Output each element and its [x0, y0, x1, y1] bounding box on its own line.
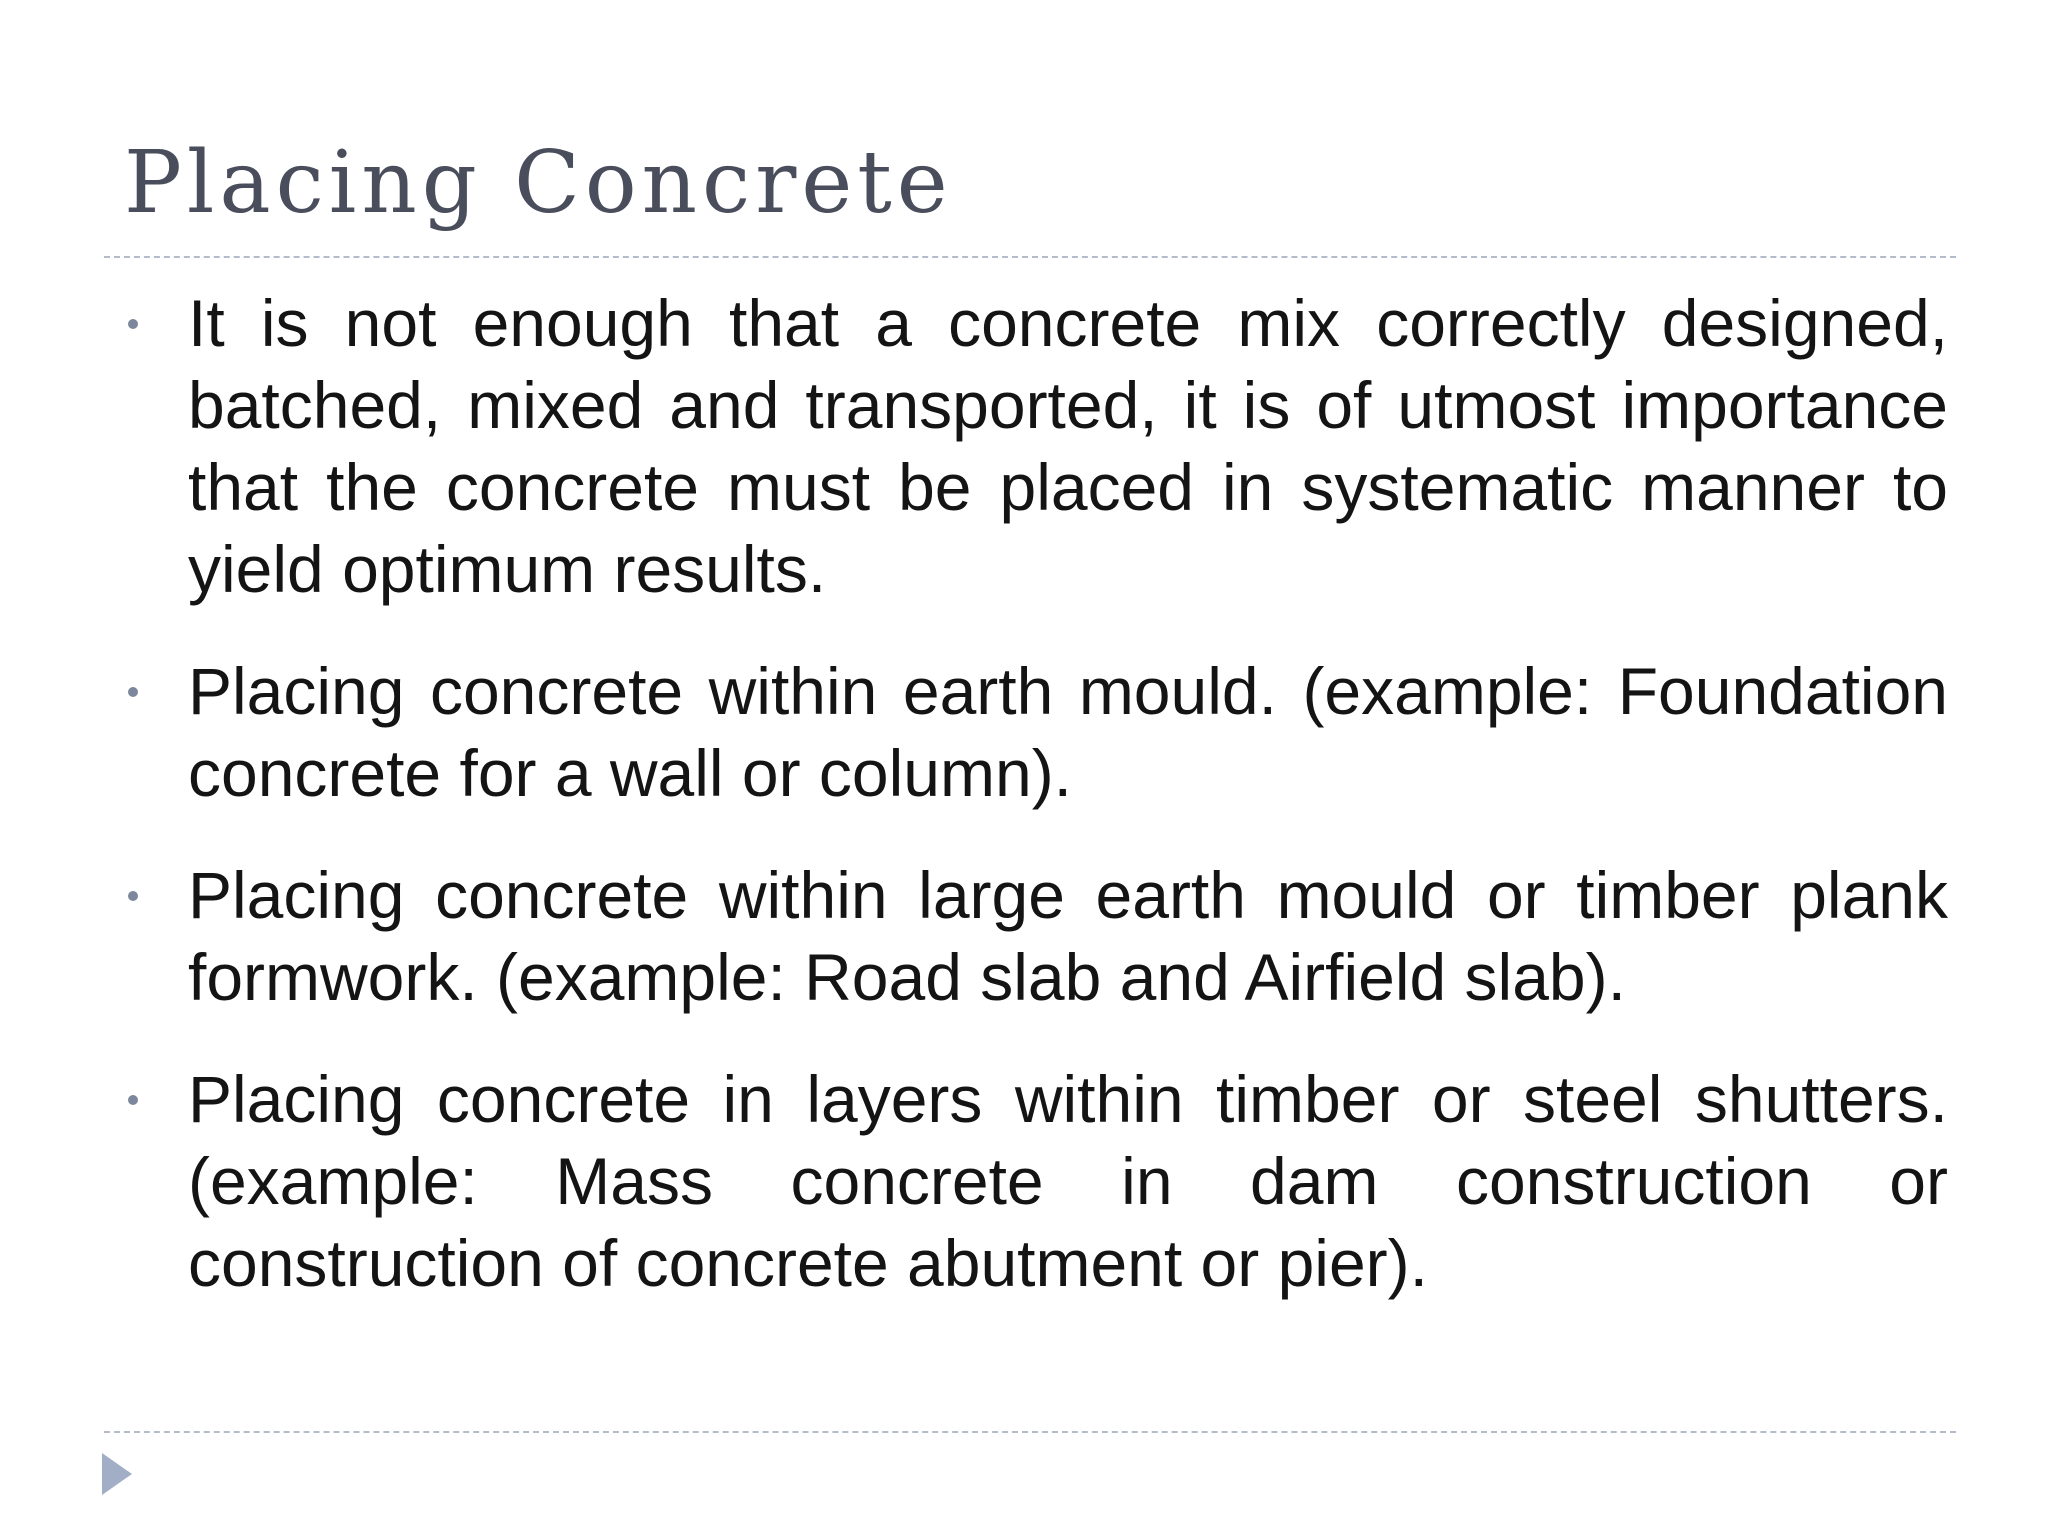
bullet-item [124, 1058, 1948, 1304]
bullet-text: Placing concrete within earth mould. (example: Foundation concrete for a wall or column). [188, 654, 1948, 810]
bullet-list [124, 282, 1948, 1344]
bullet-dot-icon [128, 319, 138, 329]
footer-divider [104, 1431, 1956, 1433]
bullet-dot-icon [128, 891, 138, 901]
bullet-item [124, 854, 1948, 1018]
title-divider [104, 256, 1956, 258]
slide-title: Placing Concrete [124, 133, 953, 233]
bullet-dot-icon [128, 687, 138, 697]
bullet-dot-icon [128, 1095, 138, 1105]
play-triangle-icon [102, 1453, 132, 1495]
bullet-item [124, 650, 1948, 814]
bullet-item [124, 282, 1948, 610]
bullet-text: Placing concrete in layers within timber or steel shutters. (example: Mass concrete in dam construction or construction of concrete abutment or pier). [188, 1062, 1948, 1300]
bullet-text: It is not enough that a concrete mix correctly designed, batched, mixed and transported, it is of utmost importance that the concrete must be placed in systematic manner to yield optimum results. [188, 286, 1948, 606]
bullet-text: Placing concrete within large earth mould or timber plank formwork. (example: Road slab and Airfield slab). [188, 858, 1948, 1014]
